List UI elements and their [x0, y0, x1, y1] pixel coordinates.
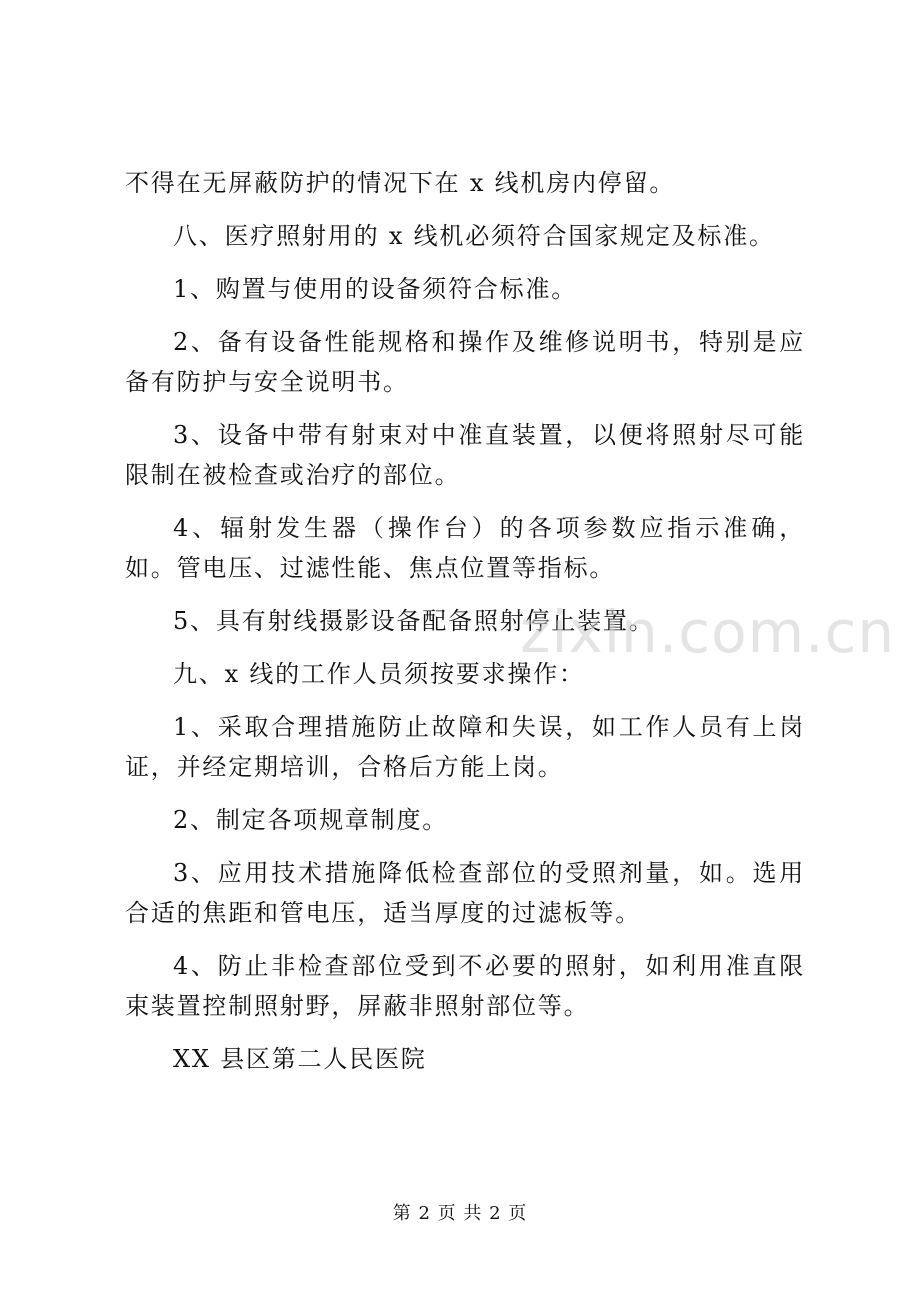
paragraph-6: 4、辐射发生器（操作台）的各项参数应指示准确，如。管电压、过滤性能、焦点位置等指标。: [125, 514, 805, 582]
paragraph-1: 不得在无屏蔽防护的情况下在 x 线机房内停留。: [125, 169, 676, 197]
signature-hospital-name: XX 县区第二人民医院: [173, 1045, 427, 1073]
paragraph-12: 4、防止非检查部位受到不必要的照射，如利用准直限束装置控制照射野，屏蔽非照射部位等。: [125, 952, 805, 1020]
watermark: zixin.com.cn: [520, 598, 896, 666]
paragraph-10: 2、制定各项规章制度。: [173, 806, 449, 834]
page-footer: 第 2 页 共 2 页: [392, 1203, 528, 1224]
paragraph-3: 1、购置与使用的设备须符合标准。: [173, 275, 578, 303]
paragraph-7: 5、具有射线摄影设备配备照射停止装置。: [173, 607, 655, 635]
paragraph-11: 3、应用技术措施降低检查部位的受照剂量，如。选用合适的焦距和管电压，适当厚度的过滤板等。: [125, 859, 805, 927]
paragraph-2: 八、医疗照射用的 x 线机必须符合国家规定及标准。: [173, 222, 775, 250]
paragraph-9: 1、采取合理措施防止故障和失误，如工作人员有上岗证，并经定期培训，合格后方能上岗。: [125, 713, 805, 781]
paragraph-4: 2、备有设备性能规格和操作及维修说明书，特别是应备有防护与安全说明书。: [125, 328, 805, 396]
paragraph-5: 3、设备中带有射束对中准直装置，以便将照射尽可能限制在被检查或治疗的部位。: [125, 421, 805, 489]
paragraph-8: 九、x 线的工作人员须按要求操作：: [173, 660, 585, 688]
